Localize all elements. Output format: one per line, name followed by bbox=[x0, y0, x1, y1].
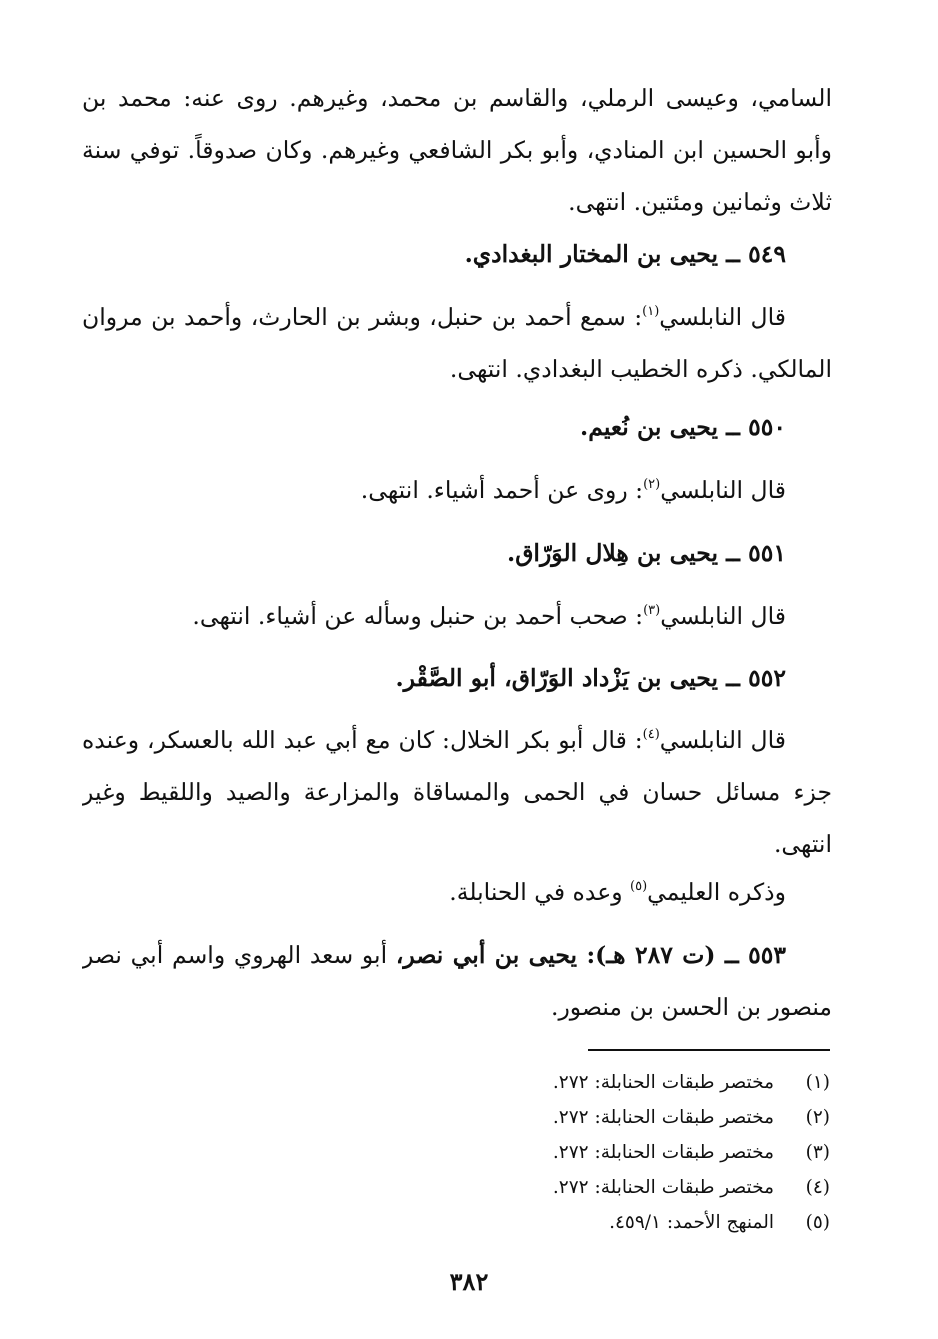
footnote-number: (٣) bbox=[805, 1142, 830, 1163]
text-run: : قال أبو بكر الخلال: كان مع أبي عبد الله بالعسكر، وعنده bbox=[82, 726, 643, 754]
text-line bbox=[82, 291, 832, 343]
footnote-text: مختصر طبقات الحنابلة: ٢٧٢. bbox=[552, 1107, 774, 1128]
footnote-1 bbox=[553, 1068, 830, 1098]
source-name: قال النابلسي bbox=[660, 476, 786, 504]
source-name: قال النابلسي bbox=[660, 602, 786, 630]
entry-title: ٥٥٠ ــ يحيى بن نُعيم. bbox=[580, 413, 786, 441]
footnote-ref: (٥) bbox=[630, 879, 648, 894]
footnote-text: مختصر طبقات الحنابلة: ٢٧٢. bbox=[552, 1142, 774, 1163]
entry-heading-550 bbox=[82, 401, 832, 453]
footnote-number: (٢) bbox=[805, 1107, 830, 1128]
entry-addendum-552 bbox=[82, 866, 832, 918]
entry-heading-549 bbox=[82, 228, 832, 280]
text-line bbox=[82, 929, 832, 981]
text-line bbox=[82, 464, 786, 516]
text-line bbox=[82, 714, 832, 766]
source-name: قال النابلسي bbox=[659, 303, 786, 331]
footnote-4 bbox=[553, 1173, 830, 1203]
footnote-ref: (٣) bbox=[643, 603, 661, 618]
footnote-ref: (٤) bbox=[642, 727, 660, 742]
entry-body-549 bbox=[82, 291, 832, 395]
text-line: منصور بن الحسن بن منصور. bbox=[550, 993, 832, 1021]
source-name: وذكره العليمي bbox=[647, 878, 786, 906]
entry-title: ٥٥١ ــ يحيى بن هِلال الوَرّاق. bbox=[507, 539, 786, 567]
text-line bbox=[82, 866, 786, 918]
footnote-ref: (١) bbox=[642, 304, 660, 319]
paragraph-continuation bbox=[82, 72, 832, 228]
footnote-number: (٥) bbox=[805, 1212, 830, 1233]
entry-title: ٥٤٩ ــ يحيى بن المختار البغدادي. bbox=[464, 240, 786, 268]
entry-body-550 bbox=[82, 464, 832, 516]
footnote-2 bbox=[553, 1103, 830, 1133]
entry-heading-551 bbox=[82, 527, 832, 579]
text-run: : روى عن أحمد أشياء. انتهى. bbox=[360, 476, 644, 504]
text-line: المالكي. ذكره الخطيب البغدادي. انتهى. bbox=[449, 355, 832, 383]
text-run: أبو سعد الهروي واسم أبي نصر bbox=[82, 941, 396, 969]
text-line: ثلاث وثمانين ومئتين. انتهى. bbox=[568, 188, 832, 216]
footnote-text: المنهج الأحمد: ٤٥٩/١. bbox=[609, 1212, 774, 1233]
text-run: : سمع أحمد بن حنبل، وبشر بن الحارث، وأحمد بن مروان bbox=[82, 303, 643, 331]
text-line: جزء مسائل حسان في الحمى والمساقاة والمزارعة والصيد واللقيط وغير bbox=[82, 778, 832, 806]
entry-heading-552 bbox=[82, 652, 832, 704]
footnote-number: (٤) bbox=[805, 1177, 830, 1198]
text-run: وعده في الحنابلة. bbox=[449, 878, 631, 906]
entry-title: ٥٥٢ ــ يحيى بن يَزْداد الوَرّاق، أبو الصَّقْر. bbox=[395, 664, 786, 692]
footnote-text: مختصر طبقات الحنابلة: ٢٧٢. bbox=[552, 1177, 774, 1198]
entry-body-551 bbox=[82, 590, 832, 642]
text-line: وأبو الحسين ابن المنادي، وأبو بكر الشافعي وغيرهم. وكان صدوقاً. توفي سنة bbox=[82, 136, 832, 164]
footnote-ref: (٢) bbox=[643, 477, 661, 492]
footnote-number: (١) bbox=[805, 1072, 830, 1093]
page-number: ٣٨٢ bbox=[449, 1267, 489, 1296]
footnote-5 bbox=[609, 1208, 830, 1238]
entry-553 bbox=[82, 929, 832, 1033]
footnote-separator bbox=[588, 1049, 830, 1051]
entry-title: ٥٥٣ ــ (ت ٢٨٧ هـ): يحيى بن أبي نصر، bbox=[395, 941, 786, 969]
footnote-text: مختصر طبقات الحنابلة: ٢٧٢. bbox=[552, 1072, 774, 1093]
text-line: السامي، وعيسى الرملي، والقاسم بن محمد، وغيرهم. روى عنه: محمد بن bbox=[82, 84, 832, 112]
text-line: انتهى. bbox=[773, 830, 832, 858]
text-run: : صحب أحمد بن حنبل وسأله عن أشياء. انتهى. bbox=[192, 602, 644, 630]
entry-body-552 bbox=[82, 714, 832, 870]
text-line bbox=[82, 590, 786, 642]
footnote-3 bbox=[553, 1138, 830, 1168]
source-name: قال النابلسي bbox=[659, 726, 786, 754]
